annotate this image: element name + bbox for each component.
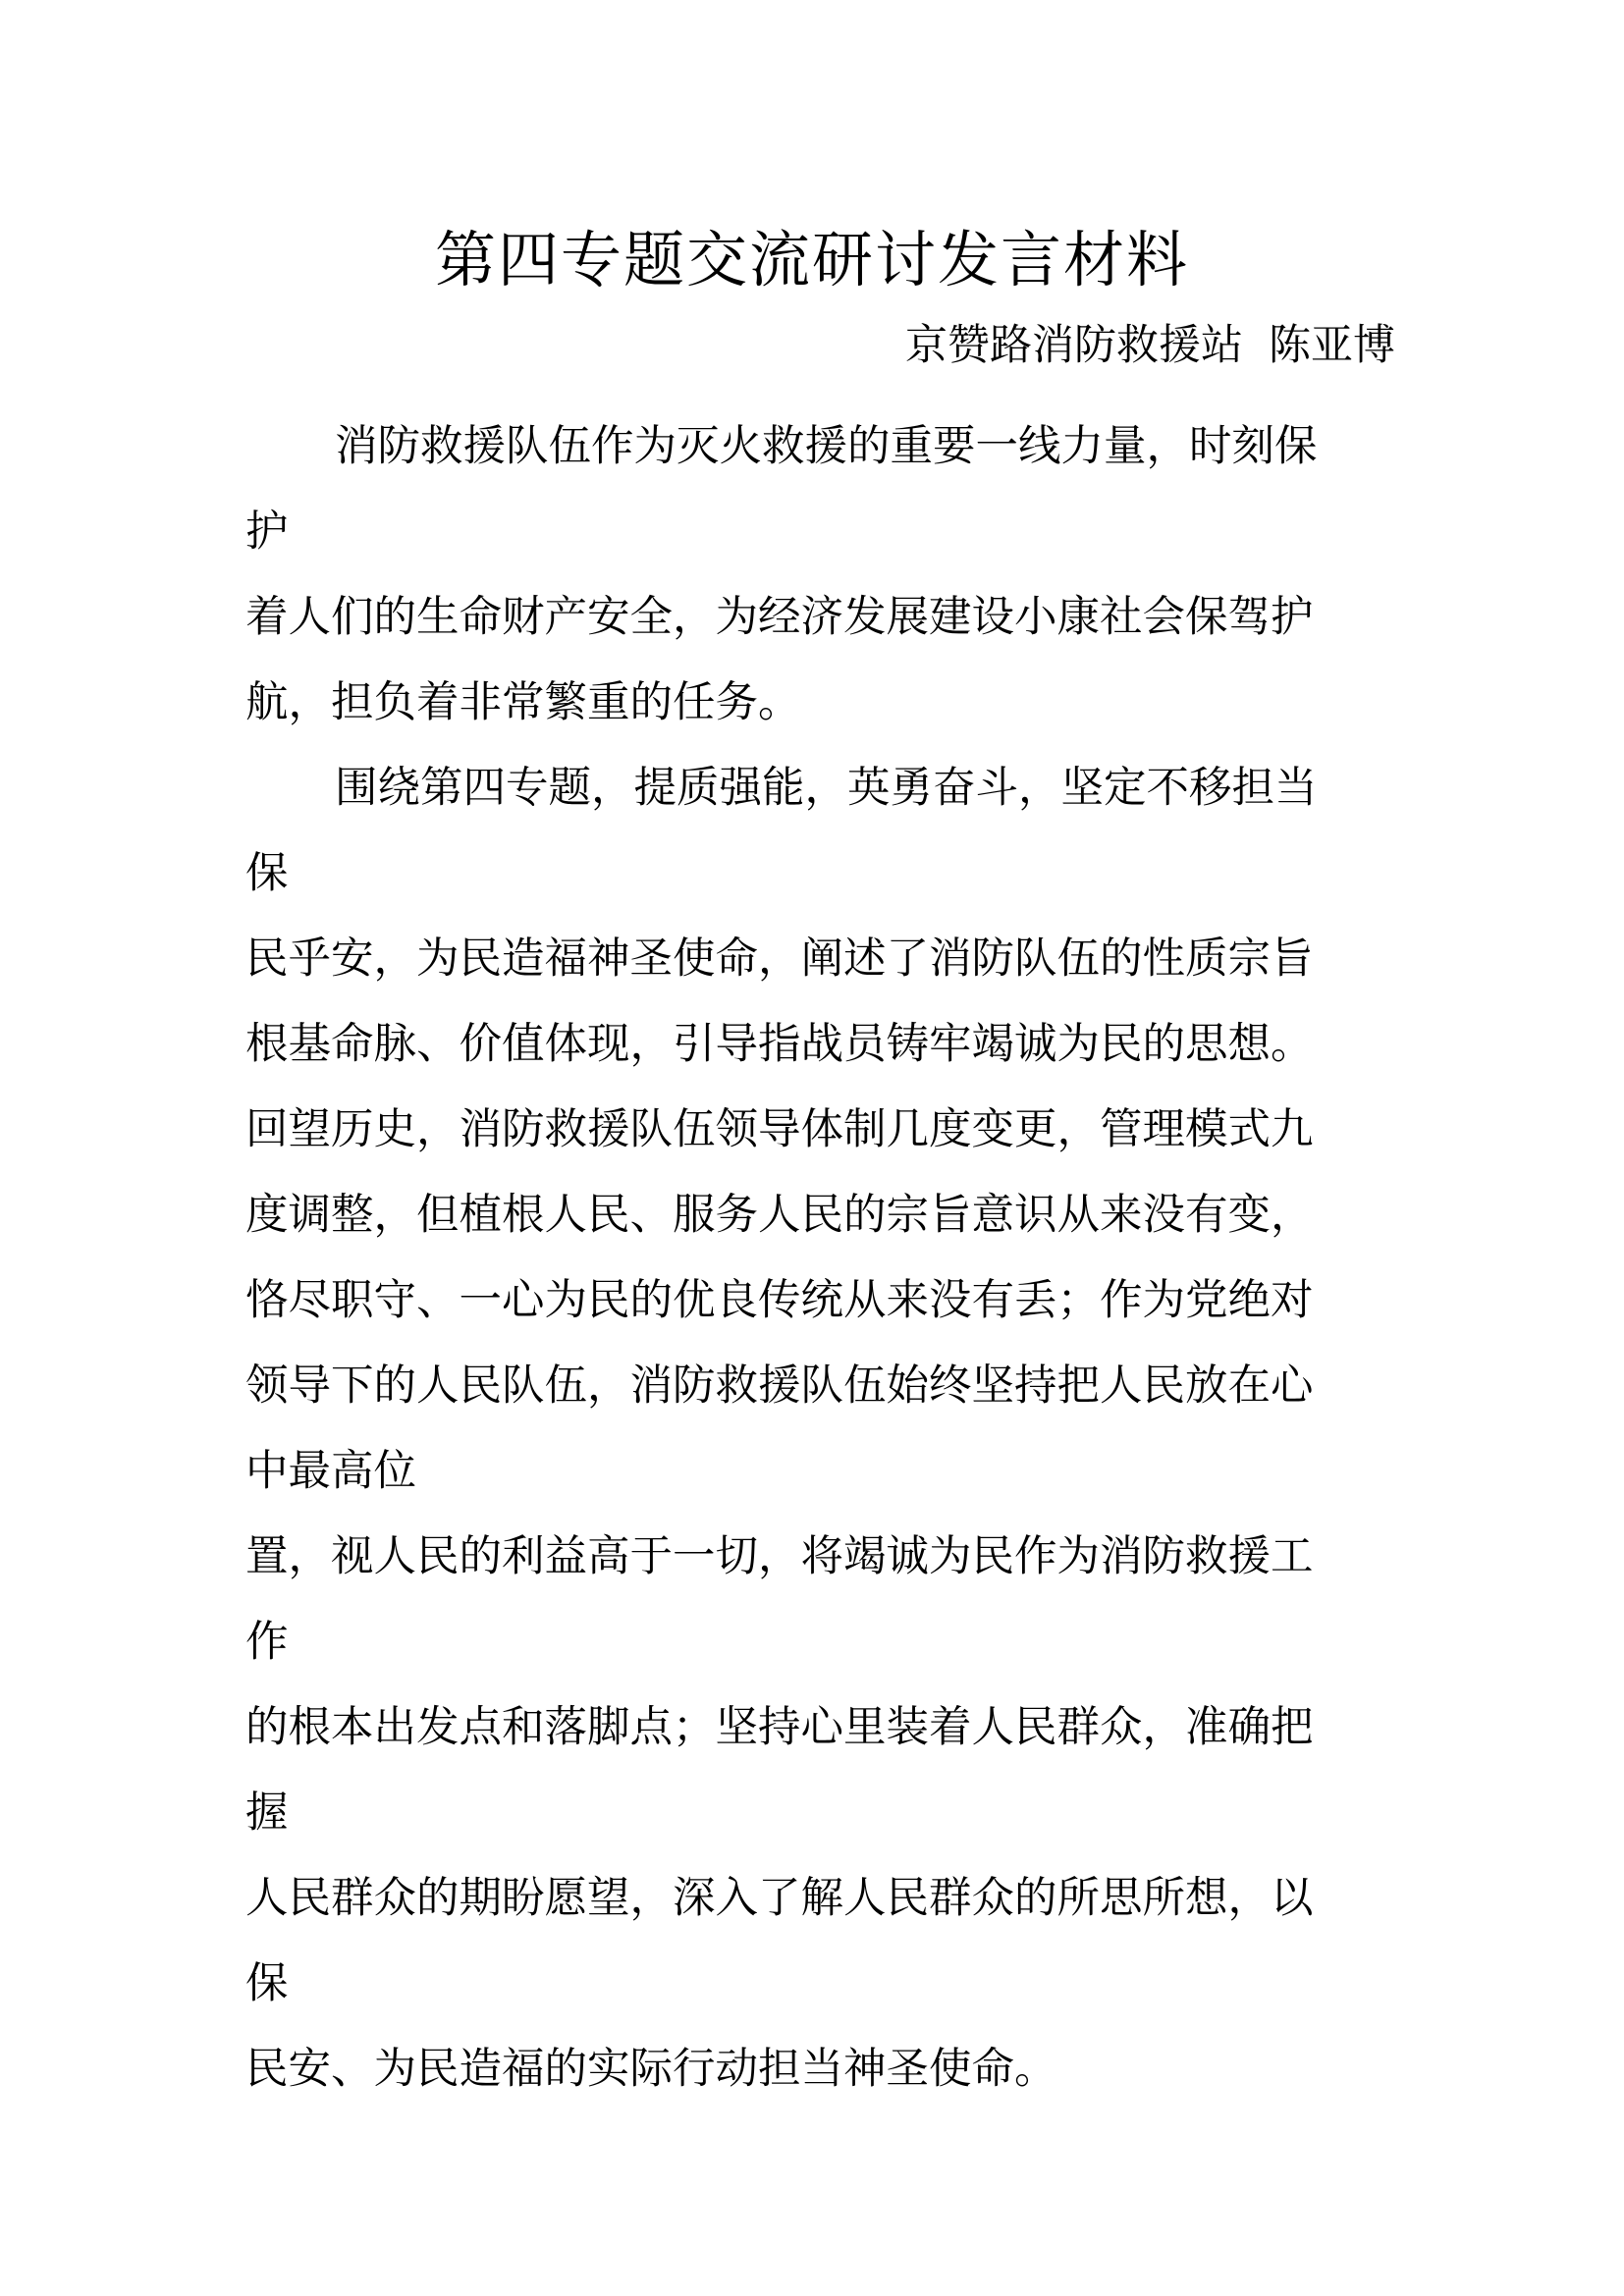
body-line: 民安、为民造福的实际行动担当神圣使命。 [245, 2045, 1057, 2094]
byline-organization: 京赞路消防救援站 [905, 321, 1243, 370]
body-line: 保 [245, 849, 289, 898]
body-line: 的根本出发点和落脚点；坚持心里装着人民群众，准确把 [245, 1703, 1314, 1752]
body-line: 围绕第四专题，提质强能，英勇奋斗，坚定不移担当 [335, 764, 1318, 813]
body-line: 握 [245, 1789, 289, 1838]
byline-author: 陈亚博 [1269, 321, 1395, 370]
body-line: 人民群众的期盼愿望，深入了解人民群众的所思所想，以 [245, 1874, 1314, 1923]
body-line: 保 [245, 1959, 289, 2008]
body-line: 度调整，但植根人民、服务人民的宗旨意识从来没有变， [245, 1191, 1314, 1240]
body-line: 恪尽职守、一心为民的优良传统从来没有丢；作为党绝对 [245, 1276, 1314, 1325]
body-line: 根基命脉、价值体现，引导指战员铸牢竭诚为民的思想。 [245, 1020, 1314, 1069]
body-line: 民乎安，为民造福神圣使命，阐述了消防队伍的性质宗旨 [245, 934, 1314, 984]
body-line: 护 [245, 507, 289, 557]
body-line: 消防救援队伍作为灭火救援的重要一线力量，时刻保 [335, 422, 1318, 471]
body-line: 回望历史，消防救援队伍领导体制几度变更，管理模式九 [245, 1105, 1314, 1154]
body-line: 着人们的生命财产安全，为经济发展建设小康社会保驾护 [245, 593, 1314, 642]
body-line: 领导下的人民队伍，消防救援队伍始终坚持把人民放在心 [245, 1362, 1314, 1411]
document-body [245, 404, 1355, 2112]
body-line: 中最高位 [245, 1447, 416, 1496]
byline [905, 316, 1395, 375]
body-line: 作 [245, 1618, 289, 1667]
document-title: 第四专题交流研讨发言材料 [434, 224, 1189, 295]
body-line: 置，视人民的利益高于一切，将竭诚为民作为消防救援工 [245, 1532, 1314, 1581]
body-line: 航，担负着非常繁重的任务。 [245, 678, 801, 727]
